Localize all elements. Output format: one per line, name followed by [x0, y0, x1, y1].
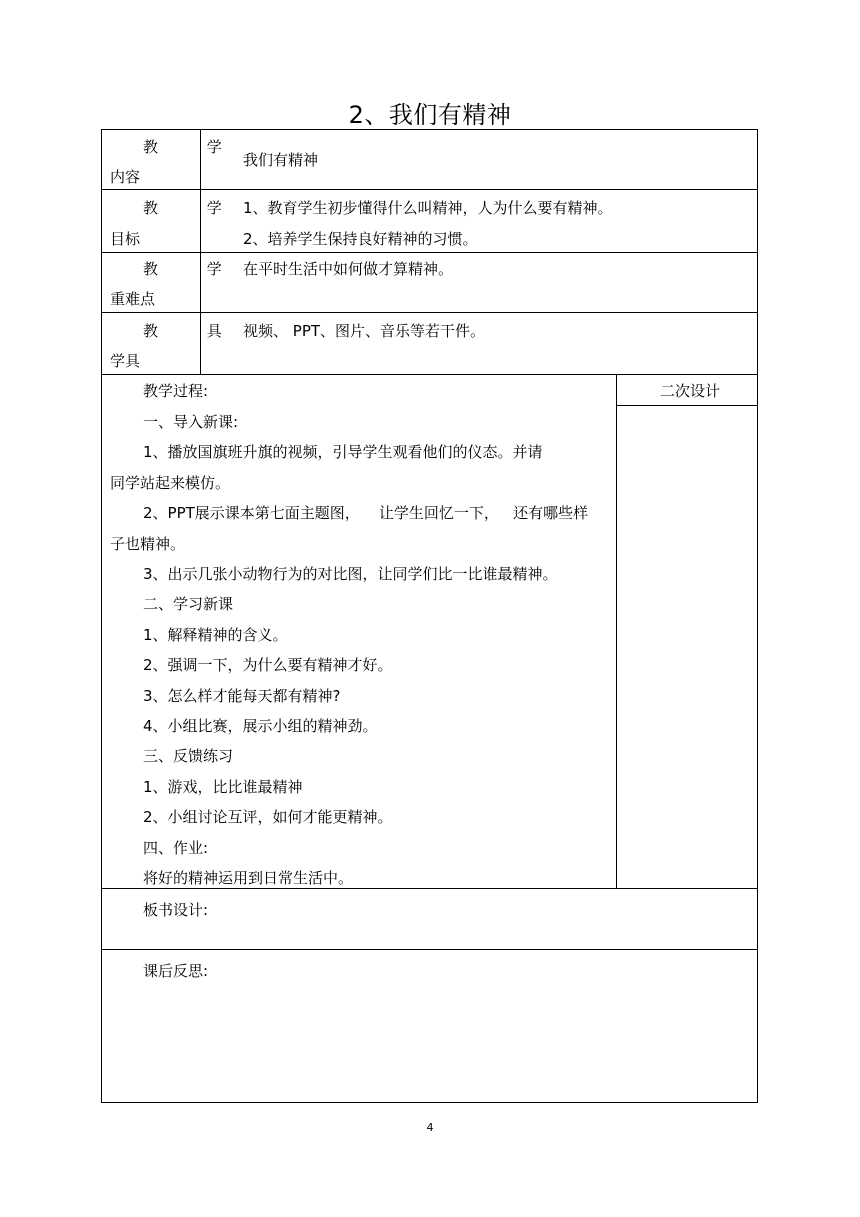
process-line: 三、反馈练习	[143, 747, 234, 765]
process-line: 2、小组讨论互评，如何才能更精神。	[143, 808, 393, 826]
process-line: 将好的精神运用到日常生活中。	[143, 869, 354, 887]
process-line: 3、出示几张小动物行为的对比图，让同学们比一比谁最精神。	[143, 565, 558, 583]
content-label: 内容	[110, 168, 141, 186]
process-line: 1、解释精神的含义。	[143, 626, 288, 644]
process-line: 二、学习新课	[143, 595, 234, 613]
column-divider	[616, 374, 617, 889]
second-design-header: 二次设计	[660, 382, 721, 400]
tools-value: 视频、 PPT、图片、音乐等若干件。	[243, 322, 486, 340]
content-label: 教 学	[143, 138, 244, 156]
table-border-right	[757, 129, 758, 1103]
content-value: 我们有精神	[243, 151, 319, 169]
row-divider	[101, 888, 758, 889]
goal-line: 1、教育学生初步懂得什么叫精神，人为什么要有精神。	[243, 199, 613, 217]
table-border-bottom	[101, 1102, 758, 1103]
goal-label: 目标	[110, 230, 141, 248]
goal-line: 2、培养学生保持良好精神的习惯。	[243, 230, 478, 248]
process-line: 2、PPT展示课本第七面主题图， 让学生回忆一下， 还有哪些样	[143, 504, 589, 522]
goal-label: 教 学	[143, 199, 244, 217]
process-line: 4、小组比赛，展示小组的精神劲。	[143, 717, 378, 735]
page-title: 2、我们有精神	[348, 101, 512, 129]
process-line: 子也精神。	[110, 535, 186, 553]
process-line: 1、播放国旗班升旗的视频，引导学生观看他们的仪态。并请	[143, 443, 543, 461]
page-number: 4	[426, 1121, 434, 1134]
board-design-label: 板书设计:	[143, 901, 209, 919]
key-value: 在平时生活中如何做才算精神。	[243, 260, 454, 278]
process-line: 四、作业:	[143, 839, 209, 857]
row-divider	[616, 405, 758, 406]
key-label: 教 学	[143, 260, 244, 278]
process-line: 同学站起来模仿。	[110, 474, 231, 492]
tools-label: 学具	[110, 352, 141, 370]
process-line: 3、怎么样才能每天都有精神?	[143, 687, 341, 705]
key-label: 重难点	[110, 290, 156, 308]
process-line: 一、导入新课:	[143, 413, 239, 431]
process-line: 1、游戏，比比谁最精神	[143, 778, 303, 796]
row-divider	[101, 949, 758, 950]
process-line: 2、强调一下，为什么要有精神才好。	[143, 656, 393, 674]
tools-label: 教 具	[143, 322, 244, 340]
reflection-label: 课后反思:	[143, 962, 209, 980]
table-border-left	[101, 129, 102, 1103]
process-header: 教学过程:	[143, 382, 209, 400]
